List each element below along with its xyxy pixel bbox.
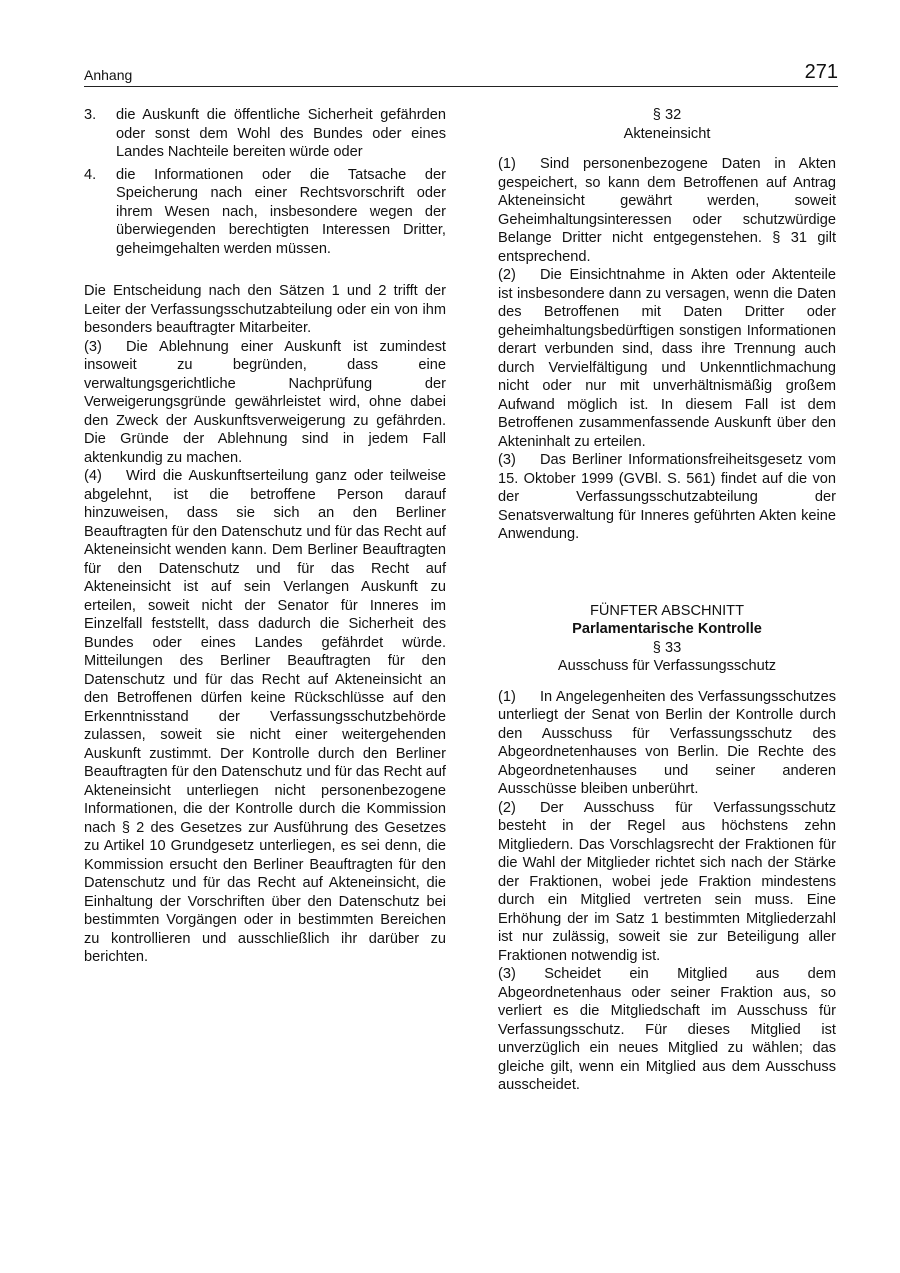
- page-header: [84, 60, 838, 87]
- running-head: Anhang: [84, 67, 133, 83]
- section-33-number: § 33: [652, 639, 682, 656]
- s33-paragraph-2: [498, 799, 836, 966]
- section-32-number: § 32: [652, 107, 682, 123]
- paragraph-number: (3): [498, 966, 516, 982]
- paragraph-number: (4): [84, 468, 102, 484]
- list-item-text: die Informationen oder die Tatsache der Speicherung nach einer Rechtsvorschrift oder ihrem Wesen nach, insbesondere wegen der überwiegenden berechtigten Interessen Dritter, geheimgehalten werden müssen.: [116, 166, 446, 257]
- paragraph-text: In Angelegenheiten des Verfassungsschutzes unterliegt der Senat von Berlin der Kontrolle durch den Ausschuss für Verfassungsschutz des Abgeordnetenhauses von Berlin. Die Rechte des Abgeordnetenhauses und seiner anderen Ausschüsse bleiben unberührt.: [498, 688, 836, 797]
- s32-paragraph-2: [498, 266, 836, 451]
- paragraph-number: (1): [498, 156, 516, 172]
- list-item-number: 4.: [84, 166, 97, 183]
- s33-paragraph-3: [498, 965, 836, 1095]
- numbered-list: [84, 106, 446, 258]
- list-item: [84, 106, 446, 162]
- paragraph-text: Die Ablehnung einer Auskunft ist zumindest insoweit zu begründen, dass eine verwaltungsgerichtliche Nachprüfung der Verweigerungsgründe gewährleistet wird, ohne dabei den Zweck der Auskunftsverweigerung zu gefährden. Die Gründe der Ablehnung sind in jedem Fall aktenkundig zu machen.: [84, 338, 446, 466]
- paragraph-text: Der Ausschuss für Verfassungsschutz besteht in der Regel aus höchstens zehn Mitgliedern. Das Vorschlagsrecht der Fraktionen für die Wahl der Mitglieder richtet sich nach der Stärke der Fraktionen, wobei jede Fraktion mindestens durch ein Mitglied vertreten sein muss. Eine Erhöhung der im Satz 1 bestimmten Mitgliederzahl ist nur zulässig, soweit sie zur Beteiligung aller Fraktionen notwendig ist.: [498, 799, 836, 964]
- paragraph-text: Sind personenbezogene Daten in Akten gespeichert, so kann dem Betroffenen auf Antrag Akteneinsicht gewährt werden, soweit Geheimhaltungsinteressen oder schutzwürdige Belange Dritter nicht entgegenstehen. § 31 gilt entsprechend.: [498, 156, 836, 265]
- paragraph-text: Die Einsichtnahme in Akten oder Aktenteile ist insbesondere dann zu versagen, wenn die Daten des Betroffenen mit Daten Dritter oder geheimhaltungsbedürftigen sonstigen Informationen derart verbunden sind, dass ihre Trennung auch durch Vervielfältigung und Unkenntlichmachung nicht oder nur mit unverhältnismäßig großem Aufwand möglich ist. In diesem Fall ist dem Betroffenen zusammenfassende Auskunft über den Akteninhalt zu erteilen.: [498, 267, 836, 450]
- section-32-title: Akteneinsicht: [623, 125, 711, 142]
- right-column: [498, 106, 836, 1095]
- paragraph-number: (2): [498, 267, 516, 283]
- paragraph-number: (2): [498, 799, 516, 816]
- paragraph-3: [84, 338, 446, 468]
- s33-paragraph-1: [498, 688, 836, 799]
- chapter-title: Parlamentarische Kontrolle: [572, 621, 762, 637]
- paragraph-text: Das Berliner Informationsfreiheitsgesetz vom 15. Oktober 1999 (GVBl. S. 561) findet auf die von der Verfassungsschutzabteilung der Senatsverwaltung für Inneres geführten Akten keine Anwendung.: [498, 452, 836, 542]
- s32-paragraph-1: [498, 155, 836, 266]
- paragraph-number: (1): [498, 688, 516, 705]
- left-column: [84, 106, 446, 967]
- paragraph-4: [84, 467, 446, 967]
- chapter-heading: FÜNFTER ABSCHNITT: [589, 602, 745, 619]
- list-item: [84, 166, 446, 259]
- page-number: 271: [804, 61, 838, 83]
- s32-paragraph-3: [498, 451, 836, 544]
- list-item-number: 3.: [84, 107, 97, 123]
- paragraph-text: Scheidet ein Mitglied aus dem Abgeordnetenhaus oder seiner Fraktion aus, so verliert es die Mitgliedschaft im Ausschuss für Verfassungsschutz. Für dieses Mitglied ist unverzüglich ein neues Mitglied zu wählen; das gleiche gilt, wenn ein Mitglied aus dem Ausschuss ausscheidet.: [498, 966, 836, 1093]
- paragraph-text: Wird die Auskunftserteilung ganz oder teilweise abgelehnt, ist die betroffene Person darauf hinzuweisen, dass sie sich an den Berliner Beauftragten für den Datenschutz und für das Recht auf Akteneinsicht wenden kann. Dem Berliner Beauftragten für den Datenschutz und für das Recht auf Akteneinsicht ist auf sein Verlangen Auskunft zu erteilen, soweit nicht der Senator für Inneres im Einzelfall feststellt, dass dadurch die Sicherheit des Bundes oder eines Landes gefährdet würde. Mitteilungen des Berliner Beauftragten für den Datenschutz und für das Recht auf Akteneinsicht an den Betroffenen dürfen keine Rückschlüsse auf den Erkenntnisstand der Verfassungsschutzbehörde zulassen, soweit sie nicht einer weitergehenden Auskunft zustimmt. Der Kontrolle durch den Berliner Beauftragten für den Datenschutz und für das Recht auf Akteneinsicht unterliegen nicht personenbezogene Informationen, die der Kontrolle durch die Kommission nach § 2 des Gesetzes zur Ausführung des Gesetzes zu Artikel 10 Grundgesetz unterliegen, es sei denn, die Kommission ersucht den Berliner Beauftragten für den Datenschutz und für das Recht auf Akteneinsicht, die Einhaltung der Vorschriften über den Datenschutz bei bestimmten Vorgängen oder in bestimmten Bereichen zu kontrollieren und ausschließlich ihr darüber zu berichten.: [84, 468, 446, 965]
- list-item-text: die Auskunft die öffentliche Sicherheit gefährden oder sonst dem Wohl des Bundes oder eines Landes Nachteile bereiten würde oder: [116, 107, 446, 160]
- paragraph-number: (3): [498, 452, 516, 468]
- section-33-title: Ausschuss für Verfassungsschutz: [557, 658, 777, 674]
- paragraph-number: (3): [84, 338, 102, 355]
- decision-paragraph: Die Entscheidung nach den Sätzen 1 und 2 trifft der Leiter der Verfassungsschutzabteilung oder ein von ihm besonders beauftragter Mitarbeiter.: [84, 283, 446, 336]
